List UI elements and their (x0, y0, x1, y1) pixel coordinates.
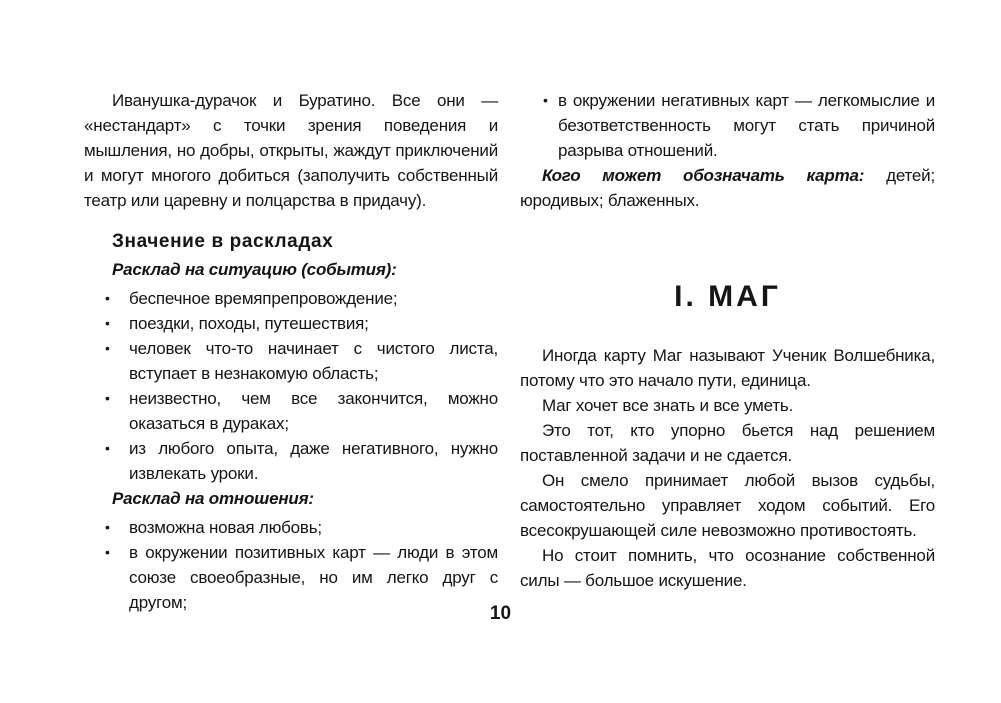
list-item (84, 286, 498, 311)
left-column (84, 88, 498, 615)
list-item-text: неизвестно, чем все закончится, можно оказаться в дураках; (129, 389, 498, 433)
designates-paragraph (520, 163, 935, 213)
list-item (84, 436, 498, 486)
relations-subheading: Расклад на отношения: (112, 489, 314, 508)
list-item-text: беспечное времяпрепровождение; (129, 289, 398, 308)
chapter-paragraph: Он смело принимает любой вызов судьбы, самостоятельно управляет ходом событий. Его всесокрушающей силе невозможно противостоять. (520, 471, 935, 540)
list-item (84, 515, 498, 540)
situation-subheading: Расклад на ситуацию (события): (112, 260, 397, 279)
designates-text: детей; юродивых; блаженных. (520, 166, 935, 210)
list-item-text: в окружении негативных карт — легкомыслие и безответственность могут стать причиной разрыва отношений. (558, 91, 935, 160)
list-item-text: человек что-то начинает с чистого листа, вступает в незнакомую область; (129, 339, 498, 383)
bullet-icon: • (105, 390, 110, 406)
list-item (84, 386, 498, 436)
chapter-paragraph: Иногда карту Маг называют Ученик Волшебника, потому что это начало пути, единица. (520, 346, 935, 390)
intro-paragraph: Иванушка-дурачок и Буратино. Все они — «нестандарт» с точки зрения поведения и мышления, но добры, открыты, жаждут приключений и могут многого добиться (заполучить собственный театр или царевну и полцарства в придачу). (84, 91, 498, 210)
chapter-heading: I. МАГ (674, 280, 781, 313)
relations-list-continued (520, 88, 935, 163)
designates-label: Кого может обозначать карта: (542, 166, 865, 185)
list-item-text: из любого опыта, даже негативного, нужно извлекать уроки. (129, 439, 498, 483)
chapter-paragraph: Но стоит помнить, что осознание собственной силы — большое искушение. (520, 546, 935, 590)
bullet-icon: • (105, 290, 110, 306)
bullet-icon: • (543, 92, 548, 108)
right-column (520, 88, 935, 593)
relations-list (84, 515, 498, 615)
section-heading: Значение в раскладах (112, 231, 334, 252)
list-item (520, 88, 935, 163)
situation-list (84, 286, 498, 486)
page-number: 10 (489, 603, 512, 624)
bullet-icon: • (105, 519, 110, 535)
list-item (84, 311, 498, 336)
bullet-icon: • (105, 544, 110, 560)
list-item (84, 336, 498, 386)
list-item-text: возможна новая любовь; (129, 518, 322, 537)
bullet-icon: • (105, 340, 110, 356)
bullet-icon: • (105, 440, 110, 456)
chapter-paragraph: Маг хочет все знать и все уметь. (542, 396, 794, 415)
list-item-text: поездки, походы, путешествия; (129, 314, 369, 333)
list-item-text: в окружении позитивных карт — люди в этом союзе своеобразные, но им легко друг с другом; (129, 543, 498, 612)
chapter-paragraph: Это тот, кто упорно бьется над решением поставленной задачи и не сдается. (520, 421, 935, 465)
bullet-icon: • (105, 315, 110, 331)
